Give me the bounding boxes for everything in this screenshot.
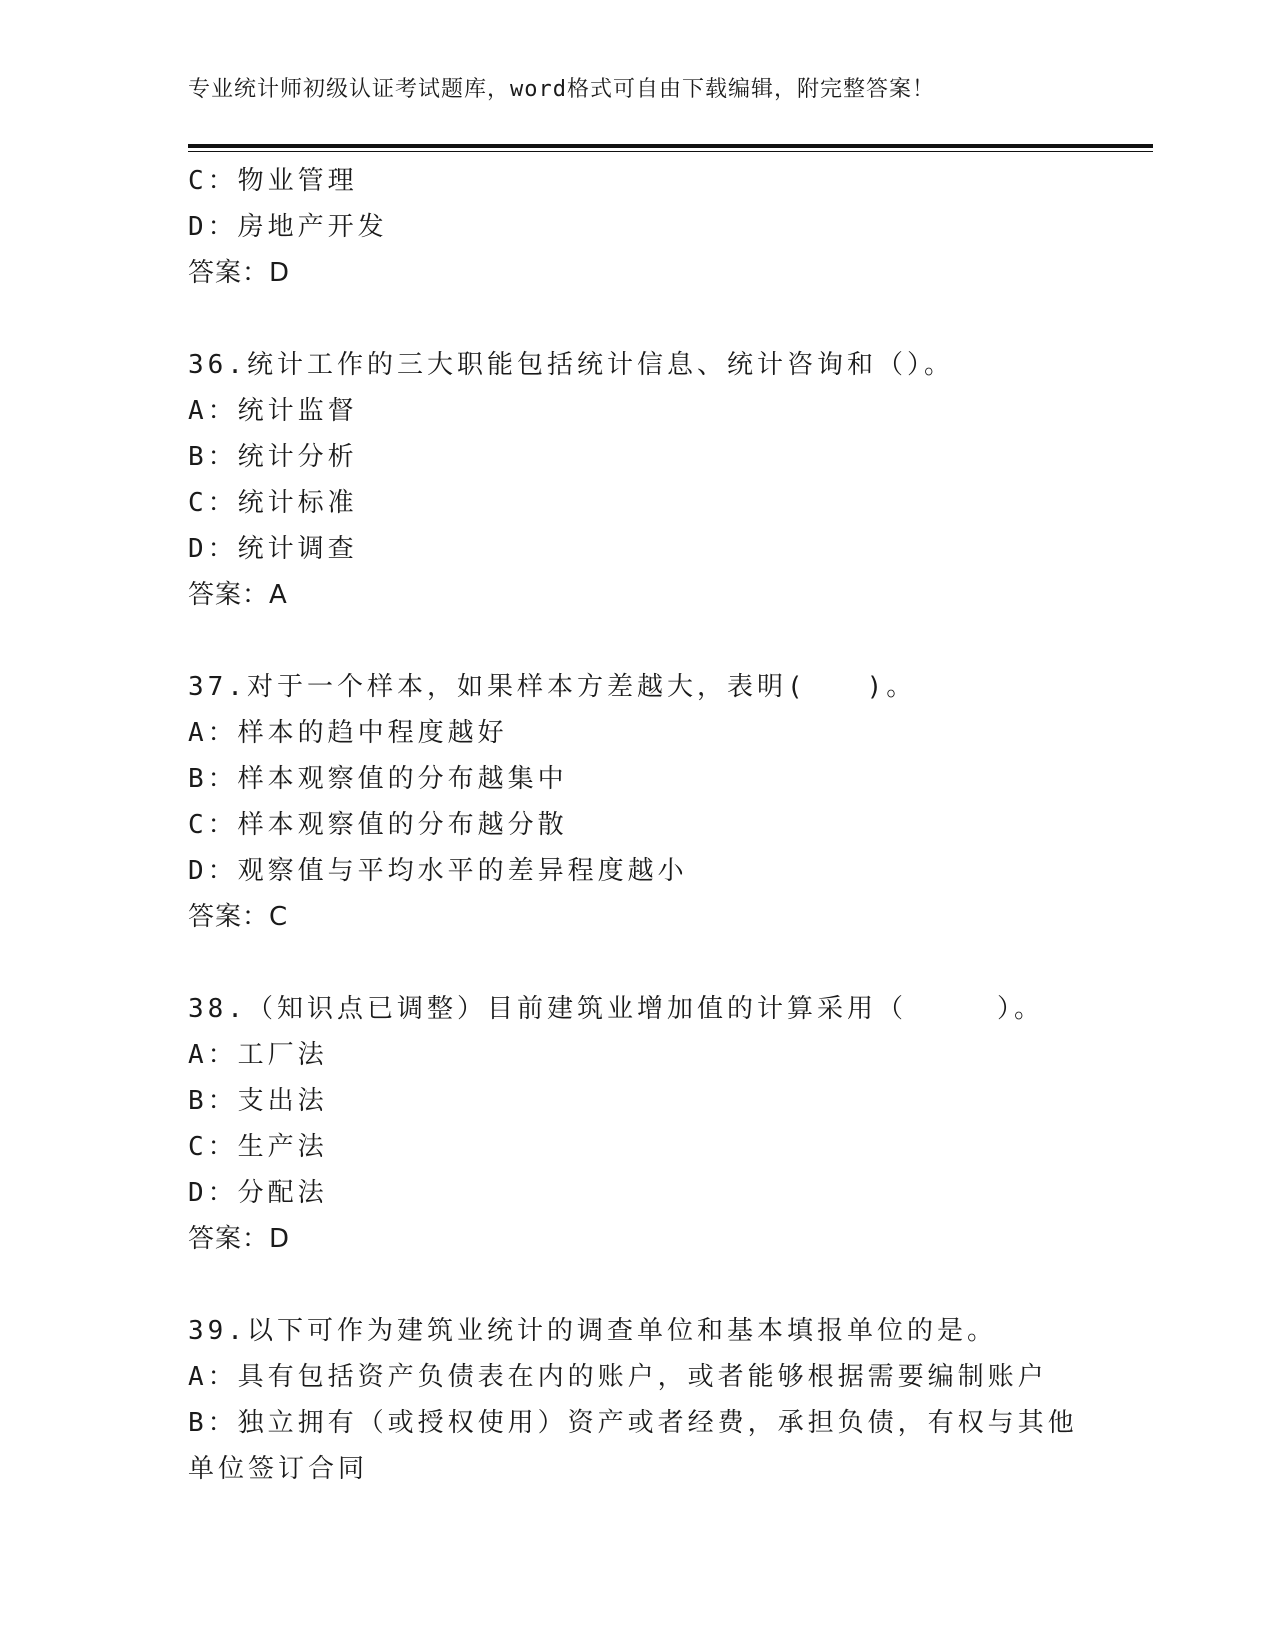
- option-b: B：独立拥有（或授权使用）资产或者经费，承担负债，有权与其他单位签订合同: [188, 1408, 1078, 1484]
- option-a: A：统计监督: [188, 396, 358, 426]
- option-c: C：样本观察值的分布越分散: [188, 810, 568, 840]
- spacer: [188, 1262, 1088, 1308]
- option-a: A：样本的趋中程度越好: [188, 718, 508, 748]
- option-c: C：物业管理: [188, 166, 358, 196]
- option-d: D：分配法: [188, 1178, 328, 1208]
- spacer: [188, 940, 1088, 986]
- question-content: [188, 158, 1088, 1492]
- answer: 答案：D: [188, 1224, 291, 1254]
- option-d: D：观察值与平均水平的差异程度越小: [188, 856, 688, 886]
- question-37: 37.对于一个样本，如果样本方差越大，表明( )。: [188, 672, 917, 702]
- page-header: 专业统计师初级认证考试题库，word格式可自由下载编辑，附完整答案！: [188, 77, 935, 102]
- header-rule-thick: [188, 144, 1153, 148]
- option-c: C：统计标准: [188, 488, 358, 518]
- option-c: C：生产法: [188, 1132, 328, 1162]
- option-a: A：工厂法: [188, 1040, 328, 1070]
- option-b: B：统计分析: [188, 442, 358, 472]
- answer: 答案：C: [188, 902, 289, 932]
- option-d: D：统计调查: [188, 534, 358, 564]
- option-d: D：房地产开发: [188, 212, 388, 242]
- question-39: 39.以下可作为建筑业统计的调查单位和基本填报单位的是。: [188, 1316, 997, 1346]
- spacer: [188, 618, 1088, 664]
- question-38: 38.（知识点已调整）目前建筑业增加值的计算采用（ ）。: [188, 994, 1044, 1024]
- question-36: 36.统计工作的三大职能包括统计信息、统计咨询和（）。: [188, 350, 954, 380]
- answer: 答案：A: [188, 580, 288, 610]
- option-b: B：支出法: [188, 1086, 328, 1116]
- header-rule-thin: [188, 151, 1153, 152]
- option-a: A：具有包括资产负债表在内的账户，或者能够根据需要编制账户: [188, 1362, 1048, 1392]
- option-b: B：样本观察值的分布越集中: [188, 764, 568, 794]
- answer: 答案：D: [188, 258, 291, 288]
- spacer: [188, 296, 1088, 342]
